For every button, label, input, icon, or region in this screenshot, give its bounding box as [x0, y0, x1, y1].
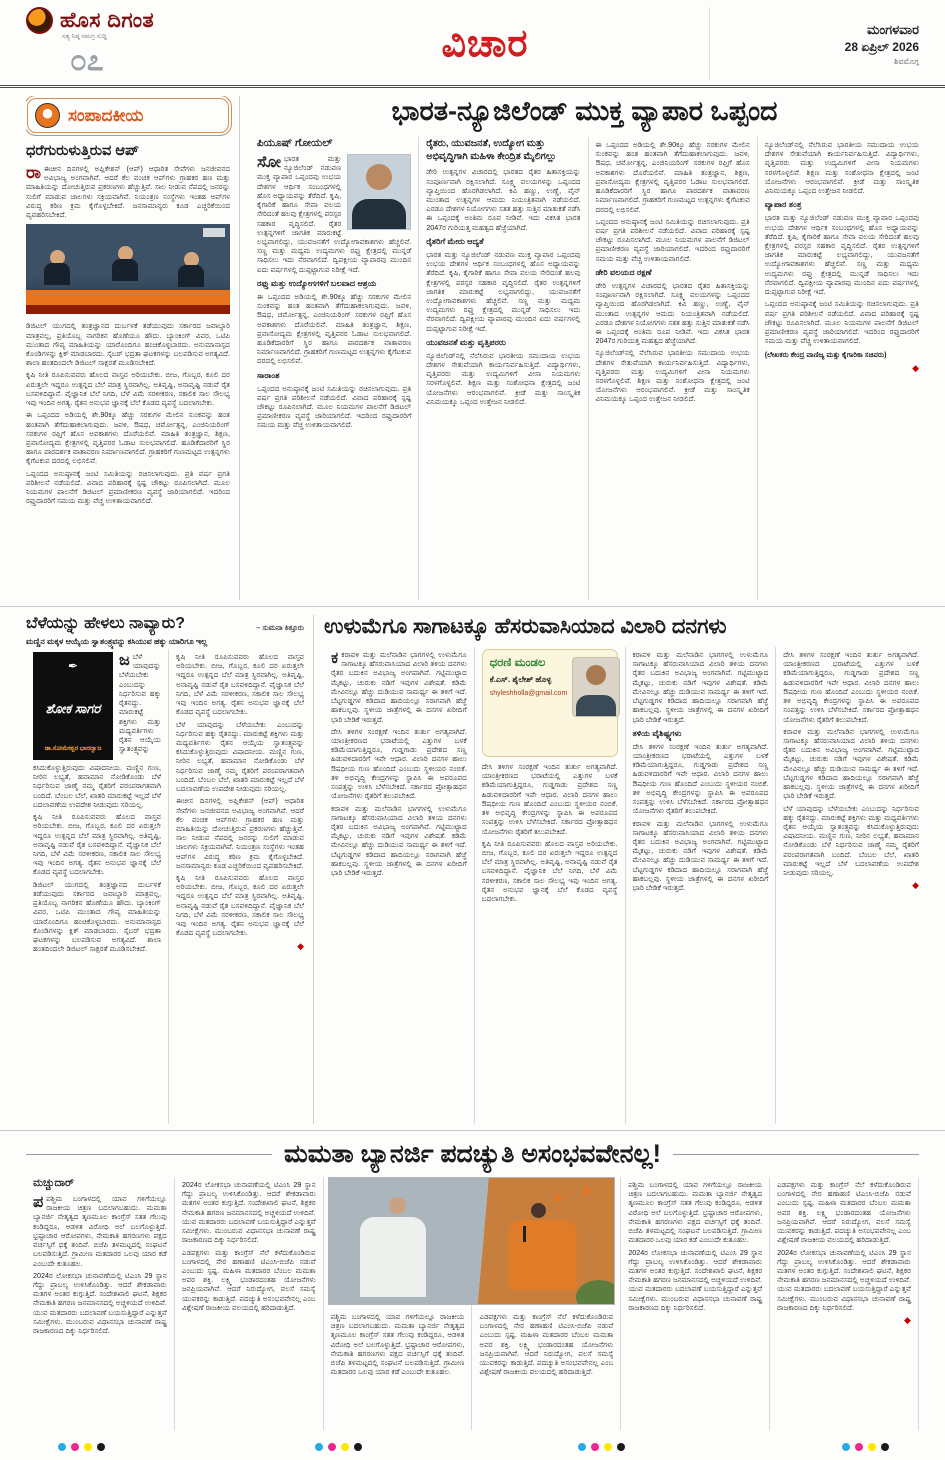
editorial-photo: [26, 224, 230, 314]
author-photo: [347, 154, 411, 230]
article-column: [419, 137, 588, 600]
newspaper-logo-icon: [26, 7, 53, 34]
panelist-figure: [44, 263, 70, 285]
article-paragraph: 2024ರ ಲೋಕಸಭಾ ಚುನಾವಣೆಯಲ್ಲಿ ಟಿಎಂಸಿ 29 ಸ್ಥಾನ ಗೆದ್ದು ಪ್ರಾಬಲ್ಯ ಉಳಿಸಿಕೊಂಡಿತ್ತು. ಆದರೆ ಶೇಕಡಾವಾರು ಮತಗಳ ಅಂತರ ಕುಗ್ಗುತ್ತಿದೆ. ಸಂದೇಶಖಾಲಿ ಘಟನೆ, ಶಿಕ್ಷಕರ ನೇಮಕಾತಿ ಹಗರಣ ಜನಮಾನಸದಲ್ಲಿ ಅಚ್ಚಳಿಯದೆ ಉಳಿದಿವೆ. ಯುವ ಮತದಾರರು ಬದಲಾವಣೆ ಬಯಸುತ್ತಿದ್ದಾರೆ ಎನ್ನುತ್ತವೆ ಸಮೀಕ್ಷೆಗಳು. ಮುಂಬರುವ ವಿಧಾನಸಭಾ ಚುನಾವಣೆ ರಾಷ್ಟ್ರ ರಾಜಕಾರಣದ ದಿಕ್ಕು ನಿರ್ಧರಿಸಲಿದೆ.: [181, 1180, 316, 1245]
article-paragraph: ಕರಾವಳಿ ಮತ್ತು ಮಲೆನಾಡಿನ ಭಾಗಗಳಲ್ಲಿ ಉಳುಮೆಗೂ ಸಾಗಾಟಕ್ಕೂ ಹೆಸರುವಾಸಿಯಾದ ವಿಲಾರಿ ತಳಿಯ ದನಗಳು ರೈತರ ಬದುಕಿನ ಅವಿಭಾಜ್ಯ ಅಂಗವಾಗಿವೆ. ಗಟ್ಟಿಮುಟ್ಟಾದ ಮೈಕಟ್ಟು, ಚುರುಕು ನಡಿಗೆ ಇವುಗಳ ವಿಶೇಷತೆ. ಕಡಿಮೆ ಮೇವಿನಲ್ಲೂ ಹೆಚ್ಚು ದುಡಿಯುವ ಸಾಮರ್ಥ್ಯ ಈ ತಳಿಗೆ ಇದೆ. ಬೆಟ್ಟಗುಡ್ಡಗಳ ಕಡಿದಾದ ಹಾದಿಯಲ್ಲೂ ಸರಾಗವಾಗಿ ಹೆಜ್ಜೆ ಹಾಕಬಲ್ಲವು. ಸ್ಥಳೀಯ ಜಾತ್ರೆಗಳಲ್ಲಿ ಈ ದನಗಳ ಖರೀದಿಗೆ ಭಾರಿ ಬೇಡಿಕೆ ಇರುತ್ತದೆ.: [331, 803, 467, 878]
cmyk-dots: [842, 1443, 889, 1451]
article-paragraph: ಜಬೆಳೆ ಯಾವುದನ್ನು ಬೆಳೆಯಬೇಕು ಎಂಬುದನ್ನು ನಿರ್ಧರಿಸುವ ಹಕ್ಕು ರೈತನದ್ದು. ಮಾರುಕಟ್ಟೆ ಶಕ್ತಿಗಳು ಮತ್ತು ಮಧ್ಯವರ್ತಿಗಳು ರೈತನ ಆಯ್ಕೆಯ ಸ್ವಾತಂತ್ರ್ಯವನ್ನು ಕಸಿದುಕೊಳ್ಳುತ್ತಿರುವುದು ವಿಷಾದನೀಯ. ಮಣ್ಣಿನ ಗುಣ, ನೀರಿನ ಲಭ್ಯತೆ, ಹವಾಮಾನ ನೋಡಿಕೊಂಡು ಬೆಳೆ ನಿರ್ಧರಿಸುವ ಜಾಣ್ಮೆ ನಮ್ಮ ರೈತರಿಗೆ ಪರಂಪರಾಗತವಾಗಿ ಬಂದಿದೆ. ಬೆಂಬಲ ಬೆಲೆ, ಖಾತರಿ ಮಾರುಕಟ್ಟೆ ಇಲ್ಲದೆ ಬೆಳೆ ಬದಲಾವಣೆಯ ಉಪದೇಶ ನೀಡುವುದು ಸರಿಯಲ್ಲ.: [33, 652, 161, 809]
article-paragraph: ಒಪ್ಪಂದದ ಅನುಷ್ಠಾನಕ್ಕೆ ಜಂಟಿ ಸಮಿತಿಯನ್ನು ರಚಿಸಲಾಗುವುದು. ಪ್ರತಿ ವರ್ಷ ಪ್ರಗತಿ ಪರಿಶೀಲನೆ ನಡೆಯಲಿದೆ. ವಿವಾದ ಪರಿಹಾರಕ್ಕೆ ಸ್ಪಷ್ಟ ಚೌಕಟ್ಟು ರೂಪಿಸಲಾಗಿದೆ. ಮೂಲ ನಿಯಮಗಳ ಪಾಲನೆಗೆ ಡಿಜಿಟಲ್ ಪ್ರಮಾಣೀಕರಣ ವ್ಯವಸ್ಥೆ ಜಾರಿಯಾಗಲಿದೆ. ಇದರಿಂದ ರಫ್ತುದಾರರಿಗೆ ಸಮಯ ಮತ್ತು ವೆಚ್ಚ ಉಳಿತಾಯವಾಗಲಿದೆ.: [257, 383, 412, 430]
black-dot: [617, 1443, 625, 1451]
article-paragraph: ಬೆಳೆ ಯಾವುದನ್ನು ಬೆಳೆಯಬೇಕು ಎಂಬುದನ್ನು ನಿರ್ಧರಿಸುವ ಹಕ್ಕು ರೈತನದ್ದು. ಮಾರುಕಟ್ಟೆ ಶಕ್ತಿಗಳು ಮತ್ತು ಮಧ್ಯವರ್ತಿಗಳು ರೈತನ ಆಯ್ಕೆಯ ಸ್ವಾತಂತ್ರ್ಯವನ್ನು ಕಸಿದುಕೊಳ್ಳುತ್ತಿರುವುದು ವಿಷಾದನೀಯ. ಮಣ್ಣಿನ ಗುಣ, ನೀರಿನ ಲಭ್ಯತೆ, ಹವಾಮಾನ ನೋಡಿಕೊಂಡು ಬೆಳೆ ನಿರ್ಧರಿಸುವ ಜಾಣ್ಮೆ ನಮ್ಮ ರೈತರಿಗೆ ಪರಂಪರಾಗತವಾಗಿ ಬಂದಿದೆ. ಬೆಂಬಲ ಬೆಲೆ, ಖಾತರಿ ಮಾರುಕಟ್ಟೆ ಇಲ್ಲದೆ ಬೆಳೆ ಬದಲಾವಣೆಯ ಉಪದೇಶ ನೀಡುವುದು ಸರಿಯಲ್ಲ.: [176, 719, 304, 794]
article-column: [26, 649, 169, 1124]
yellow-dot: [341, 1443, 349, 1451]
magenta-dot: [71, 1443, 79, 1451]
article-end-mark: ◆: [912, 880, 919, 891]
crop-article-columns: [26, 649, 304, 1124]
article-paragraph: ಎಡಪಕ್ಷಗಳು ಮತ್ತು ಕಾಂಗ್ರೆಸ್ ನೆಲೆ ಕಳೆದುಕೊಂಡಿರುವ ಬಂಗಾಳದಲ್ಲಿ ನೇರ ಹಣಾಹಣಿ ಟಿಎಂಸಿ-ಬಿಜೆಪಿ ನಡುವೆ ಎಂಬುದು ಸ್ಪಷ್ಟ. ಮಹಿಳಾ ಮತದಾರರ ಬೆಂಬಲ ಮಮತಾ ಅವರ ಶಕ್ತಿ. ಲಕ್ಷ್ಮಿ ಭಂಡಾರದಂತಹ ಯೋಜನೆಗಳು ಜನಪ್ರಿಯವಾಗಿವೆ. ಆದರೆ ನಿರುದ್ಯೋಗ, ವಲಸೆ ಸಮಸ್ಯೆ ಯುವಕರನ್ನು ಕಾಡುತ್ತಿದೆ. ಪದಚ್ಯುತಿ ಅಸಂಭವವೇನಲ್ಲ ಎಂಬ ವಿಶ್ಲೇಷಣೆ ರಾಜಕೀಯ ವಲಯದಲ್ಲಿ ಹರಿದಾಡುತ್ತಿದೆ.: [181, 1247, 316, 1312]
article-paragraph: ಪಶ್ಚಿಮ ಬಂಗಾಳದಲ್ಲಿ ಯಾವ ಗಳಿಗೆಯಲ್ಲೂ ರಾಜಕೀಯ ಚಿತ್ರಣ ಬದಲಾಗಬಹುದು. ಮಮತಾ ಬ್ಯಾನರ್ಜಿ ನೇತೃತ್ವದ ತೃಣಮೂಲ ಕಾಂಗ್ರೆಸ್ ಸತತ ಗೆಲುವು ಕಂಡಿದ್ದರೂ, ಆಡಳಿತ ವಿರೋಧಿ ಅಲೆ ಬಲಗೊಳ್ಳುತ್ತಿದೆ. ಭ್ರಷ್ಟಾಚಾರ ಆರೋಪಗಳು, ನೇಮಕಾತಿ ಹಗರಣಗಳು ಪಕ್ಷದ ವರ್ಚಸ್ಸಿಗೆ ಧಕ್ಕೆ ತಂದಿವೆ. ಬಿಜೆಪಿ ತಳಮಟ್ಟದಲ್ಲಿ ಸಂಘಟನೆ ಬಲಪಡಿಸುತ್ತಿದೆ. ಗ್ರಾಮೀಣ ಮತದಾರರ ಒಲವು ಯಾರ ಕಡೆ ಎಂಬುದೇ ಕುತೂಹಲ.: [330, 1312, 465, 1377]
author-figure: [366, 164, 392, 190]
article-column: [169, 649, 304, 1124]
news-ticker-band: [26, 290, 230, 305]
section-title: ವಿಚಾರ: [441, 22, 529, 65]
drop-cap: ಕ: [331, 650, 339, 667]
article-paragraph: ಡೇರಿ ಉತ್ಪನ್ನಗಳ ವಿಚಾರದಲ್ಲಿ ಭಾರತದ ರೈತರ ಹಿತಾಸಕ್ತಿಯನ್ನು ಸಂಪೂರ್ಣವಾಗಿ ರಕ್ಷಿಸಲಾಗಿದೆ. ಸೂಕ್ಷ್ಮ ವಲಯಗಳನ್ನು ಒಪ್ಪಂದದ ವ್ಯಾಪ್ತಿಯಿಂದ ಹೊರಗಿಡಲಾಗಿದೆ. ಕಿವಿ ಹಣ್ಣು, ಉಣ್ಣೆ, ವೈನ್ ಮುಂತಾದ ಉತ್ಪನ್ನಗಳ ಆಮದು ನಿಯಂತ್ರಿತವಾಗಿ ನಡೆಯಲಿದೆ. ಎರಡೂ ದೇಶಗಳ ನಿಯೋಗಗಳು ಸತತ ಹತ್ತು ಸುತ್ತಿನ ಮಾತುಕತೆ ನಡೆಸಿ ಈ ಒಪ್ಪಂದಕ್ಕೆ ಅಂತಿಮ ರೂಪ ನೀಡಿವೆ. ಇದು ವಿಕಸಿತ ಭಾರತ 2047ರ ಗುರಿಯತ್ತ ಮಹತ್ವದ ಹೆಜ್ಜೆಯಾಗಿದೆ.: [426, 167, 581, 232]
article-paragraph: ಈ ಒಪ್ಪಂದದ ಅಡಿಯಲ್ಲಿ ಶೇ.90ಕ್ಕೂ ಹೆಚ್ಚು ಸರಕುಗಳ ಮೇಲಿನ ಸುಂಕವನ್ನು ಹಂತ ಹಂತವಾಗಿ ತೆಗೆದುಹಾಕಲಾಗುವುದು. ಜವಳಿ, ಔಷಧ, ಚರ್ಮೋತ್ಪನ್ನ, ಎಂಜಿನಿಯರಿಂಗ್ ಸರಕುಗಳ ರಫ್ತಿಗೆ ಹೊಸ ಅವಕಾಶಗಳು ದೊರೆಯಲಿವೆ. ಮಾಹಿತಿ ತಂತ್ರಜ್ಞಾನ, ಶಿಕ್ಷಣ, ಪ್ರವಾಸೋದ್ಯಮ ಕ್ಷೇತ್ರಗಳಲ್ಲಿ ವೃತ್ತಿಪರರ ಓಡಾಟ ಸುಲಭವಾಗಲಿದೆ. ಹೂಡಿಕೆದಾರರಿಗೆ ಸ್ಥಿರ ಹಾಗೂ ಪಾರದರ್ಶಕ ವಾತಾವರಣ ನಿರ್ಮಾಣವಾಗಲಿದೆ. ಗ್ರಾಹಕರಿಗೆ ಗುಣಮಟ್ಟದ ಉತ್ಪನ್ನಗಳು ಕೈಗೆಟಕುವ ದರದಲ್ಲಿ ಲಭಿಸಲಿವೆ.: [257, 291, 412, 366]
author-credit: (ಲೇಖಕರು ಕೇಂದ್ರ ವಾಣಿಜ್ಯ ಮತ್ತು ಕೈಗಾರಿಕಾ ಸಚಿವರು): [764, 350, 887, 360]
cyan-dot: [578, 1443, 586, 1451]
mamata-article-headline: ಮಮತಾ ಬ್ಯಾನರ್ಜಿ ಪದಚ್ಯುತಿ ಅಸಂಭವವೇನಲ್ಲ!: [284, 1140, 661, 1168]
cyan-dot: [58, 1443, 66, 1451]
article-paragraph: ಎಡಪಕ್ಷಗಳು ಮತ್ತು ಕಾಂಗ್ರೆಸ್ ನೆಲೆ ಕಳೆದುಕೊಂಡಿರುವ ಬಂಗಾಳದಲ್ಲಿ ನೇರ ಹಣಾಹಣಿ ಟಿಎಂಸಿ-ಬಿಜೆಪಿ ನಡುವೆ ಎಂಬುದು ಸ್ಪಷ್ಟ. ಮಹಿಳಾ ಮತದಾರರ ಬೆಂಬಲ ಮಮತಾ ಅವರ ಶಕ್ತಿ. ಲಕ್ಷ್ಮಿ ಭಂಡಾರದಂತಹ ಯೋಜನೆಗಳು ಜನಪ್ರಿಯವಾಗಿವೆ. ಆದರೆ ನಿರುದ್ಯೋಗ, ವಲಸೆ ಸಮಸ್ಯೆ ಯುವಕರನ್ನು ಕಾಡುತ್ತಿದೆ. ಪದಚ್ಯುತಿ ಅಸಂಭವವೇನಲ್ಲ ಎಂಬ ವಿಶ್ಲೇಷಣೆ ರಾಜಕೀಯ ವಲಯದಲ್ಲಿ ಹರಿದಾಡುತ್ತಿದೆ.: [777, 1180, 911, 1245]
bjp-flag-icon: [584, 1186, 592, 1196]
speaker-figure: [531, 1203, 546, 1218]
cmyk-dots: [58, 1443, 105, 1451]
article-paragraph: ದೇಸಿ ತಳಿಗಳ ಸಂರಕ್ಷಣೆ ಇಂದಿನ ತುರ್ತು ಅಗತ್ಯವಾಗಿದೆ. ಯಾಂತ್ರೀಕರಣದ ಭರಾಟೆಯಲ್ಲಿ ಎತ್ತುಗಳ ಬಳಕೆ ಕಡಿಮೆಯಾಗುತ್ತಿದ್ದರೂ, ಗುಡ್ಡಗಾಡು ಪ್ರದೇಶದ ಸಣ್ಣ ಹಿಡುವಳಿದಾರರಿಗೆ ಇವೇ ಆಧಾರ. ವಿಲಾರಿ ದನಗಳ ಹಾಲು ಔಷಧೀಯ ಗುಣ ಹೊಂದಿದೆ ಎಂಬುದು ಸ್ಥಳೀಯರ ನಂಬಿಕೆ. ತಳಿ ಅಭಿವೃದ್ಧಿ ಕೇಂದ್ರಗಳನ್ನು ಸ್ಥಾಪಿಸಿ ಈ ಅಪರೂಪದ ಸಂಪತ್ತನ್ನು ಉಳಿಸಿ ಬೆಳೆಸಬೇಕಿದೆ. ಸರ್ಕಾರದ ಪ್ರೋತ್ಸಾಹಧನ ಯೋಜನೆಗಳು ರೈತರಿಗೆ ತಲುಪಬೇಕಿದೆ.: [783, 650, 919, 724]
article-end-mark: ◆: [912, 363, 919, 374]
column-name: ಧರಣಿ ಮಂಡಲ: [489, 657, 546, 669]
article-paragraph: 2024ರ ಲೋಕಸಭಾ ಚುನಾವಣೆಯಲ್ಲಿ ಟಿಎಂಸಿ 29 ಸ್ಥಾನ ಗೆದ್ದು ಪ್ರಾಬಲ್ಯ ಉಳಿಸಿಕೊಂಡಿತ್ತು. ಆದರೆ ಶೇಕಡಾವಾರು ಮತಗಳ ಅಂತರ ಕುಗ್ಗುತ್ತಿದೆ. ಸಂದೇಶಖಾಲಿ ಘಟನೆ, ಶಿಕ್ಷಕರ ನೇಮಕಾತಿ ಹಗರಣ ಜನಮಾನಸದಲ್ಲಿ ಅಚ್ಚಳಿಯದೆ ಉಳಿದಿವೆ. ಯುವ ಮತದಾರರು ಬದಲಾವಣೆ ಬಯಸುತ್ತಿದ್ದಾರೆ ಎನ್ನುತ್ತವೆ ಸಮೀಕ್ಷೆಗಳು. ಮುಂಬರುವ ವಿಧಾನಸಭಾ ಚುನಾವಣೆ ರಾಷ್ಟ್ರ ರಾಜಕಾರಣದ ದಿಕ್ಕು ನಿರ್ಧರಿಸಲಿದೆ.: [628, 1247, 763, 1312]
foliage-shape: [576, 1280, 615, 1305]
article-paragraph: ಈಚೀನ ದಿನಗಳಲ್ಲಿ ಅಪ್ಲಿಕೇಶನ್ (ಆಪ್) ಆಧಾರಿತ ಸೇವೆಗಳು ಜನಜೀವನದ ಅವಿಭಾಜ್ಯ ಅಂಗವಾಗಿವೆ. ಆದರೆ ಕೆಲ ವಂಚಕ ಆಪ್‌ಗಳು ಗ್ರಾಹಕರ ಹಣ ಮತ್ತು ಮಾಹಿತಿಯನ್ನು ದೋಚುತ್ತಿರುವ ಪ್ರಕರಣಗಳು ಹೆಚ್ಚುತ್ತಿವೆ. ಸಾಲ ನೀಡುವ ನೆಪದಲ್ಲಿ ಜನರನ್ನು ಸುಲಿಗೆ ಮಾಡುವ ಜಾಲಗಳು ಸಕ್ರಿಯವಾಗಿವೆ. ನಿಯಂತ್ರಣ ಸಂಸ್ಥೆಗಳು ಇಂತಹ ಆಪ್‌ಗಳ ವಿರುದ್ಧ ಕಠಿಣ ಕ್ರಮ ಕೈಗೊಳ್ಳಬೇಕಿದೆ. ಜನಸಾಮಾನ್ಯರು ಕೂಡ ಎಚ್ಚರಿಕೆಯಿಂದ ವ್ಯವಹರಿಸಬೇಕಿದೆ.: [176, 796, 304, 870]
columnist-card: [482, 649, 618, 757]
article-paragraph: ನ್ಯೂಜಿಲೆಂಡ್‌ನಲ್ಲಿ ನೆಲೆಸಿರುವ ಭಾರತೀಯ ಸಮುದಾಯ ಉಭಯ ದೇಶಗಳ ಸೇತುವೆಯಾಗಿ ಕಾರ್ಯನಿರ್ವಹಿಸುತ್ತಿದೆ. ವಿದ್ಯಾರ್ಥಿಗಳು, ವೃತ್ತಿಪರರು ಮತ್ತು ಉದ್ಯಮಿಗಳಿಗೆ ವೀಸಾ ನಿಯಮಗಳು ಸರಳಗೊಳ್ಳಲಿವೆ. ಶಿಕ್ಷಣ ಮತ್ತು ಸಂಶೋಧನಾ ಕ್ಷೇತ್ರದಲ್ಲಿ ಜಂಟಿ ಯೋಜನೆಗಳು ಆರಂಭವಾಗಲಿವೆ. ಕ್ರೀಡೆ ಮತ್ತು ಸಾಂಸ್ಕೃತಿಕ ವಿನಿಮಯಕ್ಕೂ ಒಪ್ಪಂದ ಉತ್ತೇಜನ ನೀಡಲಿದೆ.: [595, 348, 750, 404]
article-paragraph: ಡಿಜಿಟಲ್ ಯುಗದಲ್ಲಿ ತಂತ್ರಜ್ಞಾನದ ದುರ್ಬಳಕೆ ತಡೆಯುವುದು ಸರ್ಕಾರದ ಜವಾಬ್ದಾರಿ ಮಾತ್ರವಲ್ಲ, ಪ್ರತಿಯೊಬ್ಬ ನಾಗರಿಕನ ಹೊಣೆಯೂ ಹೌದು. ಬ್ಯಾಂಕಿಂಗ್ ವಿವರ, ಒಟಿಪಿ ಮುಂತಾದ ಗೌಪ್ಯ ಮಾಹಿತಿಯನ್ನು ಯಾರೊಂದಿಗೂ ಹಂಚಿಕೊಳ್ಳಬಾರದು. ಅನುಮಾನಾಸ್ಪದ ಕೊಂಡಿಗಳನ್ನು ಕ್ಲಿಕ್ ಮಾಡಬಾರದು. ಸೈಬರ್ ಭದ್ರತಾ ಘಟಕಗಳನ್ನು ಬಲಪಡಿಸುವ ಅಗತ್ಯವಿದೆ. ಶಾಲಾ ಹಂತದಿಂದಲೇ ಡಿಜಿಟಲ್ ಸಾಕ್ಷರತೆ ಮೂಡಿಸಬೇಕಿದೆ.: [33, 879, 161, 954]
article-paragraph: ಸೋಭಾರತ ಮತ್ತು ನ್ಯೂಜಿಲೆಂಡ್ ನಡುವಣ ಮುಕ್ತ ವ್ಯಾಪಾರ ಒಪ್ಪಂದವು ಉಭಯ ದೇಶಗಳ ಆರ್ಥಿಕ ಸಂಬಂಧಗಳಲ್ಲಿ ಹೊಸ ಅಧ್ಯಾಯವನ್ನು ತೆರೆದಿದೆ. ಕೃಷಿ, ಕೈಗಾರಿಕೆ ಹಾಗೂ ಸೇವಾ ವಲಯ ಸೇರಿದಂತೆ ಹಲವು ಕ್ಷೇತ್ರಗಳಲ್ಲಿ ಪರಸ್ಪರ ಸಹಕಾರ ವೃದ್ಧಿಸಲಿದೆ. ರೈತರ ಉತ್ಪನ್ನಗಳಿಗೆ ಜಾಗತಿಕ ಮಾರುಕಟ್ಟೆ ಲಭ್ಯವಾಗಲಿದ್ದು, ಯುವಜನತೆಗೆ ಉದ್ಯೋಗಾವಕಾಶಗಳು ಹೆಚ್ಚಲಿವೆ. ಸಣ್ಣ ಮತ್ತು ಮಧ್ಯಮ ಉದ್ಯಮಗಳು ರಫ್ತು ಕ್ಷೇತ್ರದಲ್ಲಿ ಮುನ್ನಡೆ ಸಾಧಿಸಲು ಇದು ನೆರವಾಗಲಿದೆ. ದ್ವಿಪಕ್ಷೀಯ ವ್ಯಾಪಾರವು ಮುಂದಿನ ಐದು ವರ್ಷಗಳಲ್ಲಿ ದುಪ್ಪಟ್ಟಾಗುವ ನಿರೀಕ್ಷೆ ಇದೆ.: [257, 154, 412, 274]
author-figure: [352, 199, 406, 230]
article-paragraph: ಒಪ್ಪಂದದ ಅನುಷ್ಠಾನಕ್ಕೆ ಜಂಟಿ ಸಮಿತಿಯನ್ನು ರಚಿಸಲಾಗುವುದು. ಪ್ರತಿ ವರ್ಷ ಪ್ರಗತಿ ಪರಿಶೀಲನೆ ನಡೆಯಲಿದೆ. ವಿವಾದ ಪರಿಹಾರಕ್ಕೆ ಸ್ಪಷ್ಟ ಚೌಕಟ್ಟು ರೂಪಿಸಲಾಗಿದೆ. ಮೂಲ ನಿಯಮಗಳ ಪಾಲನೆಗೆ ಡಿಜಿಟಲ್ ಪ್ರಮಾಣೀಕರಣ ವ್ಯವಸ್ಥೆ ಜಾರಿಯಾಗಲಿದೆ. ಇದರಿಂದ ರಫ್ತುದಾರರಿಗೆ ಸಮಯ ಮತ್ತು ವೆಚ್ಚ ಉಳಿತಾಯವಾಗಲಿದೆ.: [595, 216, 750, 263]
columnist-figure: [586, 665, 606, 685]
quill-icon: ✒: [67, 659, 79, 673]
article-subhead: ಯುವಜನತೆ ಮತ್ತು ವೃತ್ತಿಪರರು: [426, 337, 506, 347]
article-column: [250, 137, 419, 600]
editorial-paragraph: ಒಪ್ಪಂದದ ಅನುಷ್ಠಾನಕ್ಕೆ ಜಂಟಿ ಸಮಿತಿಯನ್ನು ರಚಿಸಲಾಗುವುದು. ಪ್ರತಿ ವರ್ಷ ಪ್ರಗತಿ ಪರಿಶೀಲನೆ ನಡೆಯಲಿದೆ. ವಿವಾದ ಪರಿಹಾರಕ್ಕೆ ಸ್ಪಷ್ಟ ಚೌಕಟ್ಟು ರೂಪಿಸಲಾಗಿದೆ. ಮೂಲ ನಿಯಮಗಳ ಪಾಲನೆಗೆ ಡಿಜಿಟಲ್ ಪ್ರಮಾಣೀಕರಣ ವ್ಯವಸ್ಥೆ ಜಾರಿಯಾಗಲಿದೆ. ಇದರಿಂದ ರಫ್ತುದಾರರಿಗೆ ಸಮಯ ಮತ್ತು ವೆಚ್ಚ ಉಳಿತಾಯವಾಗಲಿದೆ.: [26, 468, 230, 506]
editorial-label: ಸಂಪಾದಕೀಯ: [68, 105, 144, 125]
article-paragraph: 2024ರ ಲೋಕಸಭಾ ಚುನಾವಣೆಯಲ್ಲಿ ಟಿಎಂಸಿ 29 ಸ್ಥಾನ ಗೆದ್ದು ಪ್ರಾಬಲ್ಯ ಉಳಿಸಿಕೊಂಡಿತ್ತು. ಆದರೆ ಶೇಕಡಾವಾರು ಮತಗಳ ಅಂತರ ಕುಗ್ಗುತ್ತಿದೆ. ಸಂದೇಶಖಾಲಿ ಘಟನೆ, ಶಿಕ್ಷಕರ ನೇಮಕಾತಿ ಹಗರಣ ಜನಮಾನಸದಲ್ಲಿ ಅಚ್ಚಳಿಯದೆ ಉಳಿದಿವೆ. ಯುವ ಮತದಾರರು ಬದಲಾವಣೆ ಬಯಸುತ್ತಿದ್ದಾರೆ ಎನ್ನುತ್ತವೆ ಸಮೀಕ್ಷೆಗಳು. ಮುಂಬರುವ ವಿಧಾನಸಭಾ ಚುನಾವಣೆ ರಾಷ್ಟ್ರ ರಾಜಕಾರಣದ ದಿಕ್ಕು ನಿರ್ಧರಿಸಲಿದೆ.: [777, 1247, 911, 1312]
article-column: [621, 1177, 770, 1430]
article-paragraph: ಕಕರಾವಳಿ ಮತ್ತು ಮಲೆನಾಡಿನ ಭಾಗಗಳಲ್ಲಿ ಉಳುಮೆಗೂ ಸಾಗಾಟಕ್ಕೂ ಹೆಸರುವಾಸಿಯಾದ ವಿಲಾರಿ ತಳಿಯ ದನಗಳು ರೈತರ ಬದುಕಿನ ಅವಿಭಾಜ್ಯ ಅಂಗವಾಗಿವೆ. ಗಟ್ಟಿಮುಟ್ಟಾದ ಮೈಕಟ್ಟು, ಚುರುಕು ನಡಿಗೆ ಇವುಗಳ ವಿಶೇಷತೆ. ಕಡಿಮೆ ಮೇವಿನಲ್ಲೂ ಹೆಚ್ಚು ದುಡಿಯುವ ಸಾಮರ್ಥ್ಯ ಈ ತಳಿಗೆ ಇದೆ. ಬೆಟ್ಟಗುಡ್ಡಗಳ ಕಡಿದಾದ ಹಾದಿಯಲ್ಲೂ ಸರಾಗವಾಗಿ ಹೆಜ್ಜೆ ಹಾಕಬಲ್ಲವು. ಸ್ಥಳೀಯ ಜಾತ್ರೆಗಳಲ್ಲಿ ಈ ದನಗಳ ಖರೀದಿಗೆ ಭಾರಿ ಬೇಡಿಕೆ ಇರುತ್ತದೆ.: [331, 650, 467, 724]
article-paragraph: ಕೃಷಿ ನೀತಿ ರೂಪಿಸುವವರು ಹೊಲದ ವಾಸ್ತವ ಅರಿಯಬೇಕು. ಬೀಜ, ಗೊಬ್ಬರ, ಕೂಲಿ ದರ ಏರುತ್ತಲೇ ಇದ್ದರೂ ಉತ್ಪನ್ನದ ಬೆಲೆ ಮಾತ್ರ ಸ್ಥಿರವಾಗಿಲ್ಲ. ಅತಿವೃಷ್ಟಿ, ಅನಾವೃಷ್ಟಿ ನಡುವೆ ರೈತ ಬಸವಳಿದಿದ್ದಾನೆ. ವೈಜ್ಞಾನಿಕ ಬೆಲೆ ನಿಗದಿ, ಬೆಳೆ ವಿಮೆ ಸರಳೀಕರಣ, ಸಕಾಲಿಕ ಸಾಲ ಸೌಲಭ್ಯ ಇವು ಇಂದಿನ ಅಗತ್ಯ. ರೈತನ ಅನುಭವ ಜ್ಞಾನಕ್ಕೆ ಬೆಲೆ ಕೊಡದ ವ್ಯವಸ್ಥೆ ಬದಲಾಗಬೇಕು.: [481, 838, 618, 904]
article-column: [626, 647, 777, 1124]
registration-marks: [0, 1443, 945, 1453]
columnist-email: shyleshholla@gmail.com: [489, 690, 568, 697]
columnist-photo: [572, 657, 620, 717]
article-paragraph: ಬೆಳೆ ಯಾವುದನ್ನು ಬೆಳೆಯಬೇಕು ಎಂಬುದನ್ನು ನಿರ್ಧರಿಸುವ ಹಕ್ಕು ರೈತನದ್ದು. ಮಾರುಕಟ್ಟೆ ಶಕ್ತಿಗಳು ಮತ್ತು ಮಧ್ಯವರ್ತಿಗಳು ರೈತನ ಆಯ್ಕೆಯ ಸ್ವಾತಂತ್ರ್ಯವನ್ನು ಕಸಿದುಕೊಳ್ಳುತ್ತಿರುವುದು ವಿಷಾದನೀಯ. ಮಣ್ಣಿನ ಗುಣ, ನೀರಿನ ಲಭ್ಯತೆ, ಹವಾಮಾನ ನೋಡಿಕೊಂಡು ಬೆಳೆ ನಿರ್ಧರಿಸುವ ಜಾಣ್ಮೆ ನಮ್ಮ ರೈತರಿಗೆ ಪರಂಪರಾಗತವಾಗಿ ಬಂದಿದೆ. ಬೆಂಬಲ ಬೆಲೆ, ಖಾತರಿ ಮಾರುಕಟ್ಟೆ ಇಲ್ಲದೆ ಬೆಳೆ ಬದಲಾವಣೆಯ ಉಪದೇಶ ನೀಡುವುದು ಸರಿಯಲ್ಲ.: [783, 803, 919, 878]
article-standfirst: ರೈತರು, ಯುವಜನತೆ, ಉದ್ಯೋಗ ಮತ್ತು ಅಭಿವೃದ್ಧಿಗಾಗಿ ಮಹಿಳಾ ಕೇಂದ್ರಿತ ಮೈಲಿಗಲ್ಲು: [426, 138, 557, 162]
editorial-headline: ಧರೆಗುರುಳುತ್ತಿರುವ ಆಪ್: [26, 143, 139, 159]
article-end-mark: ◆: [297, 940, 304, 951]
cyan-dot: [842, 1443, 850, 1451]
panelist-figure: [112, 259, 138, 281]
article-paragraph: ದೇಸಿ ತಳಿಗಳ ಸಂರಕ್ಷಣೆ ಇಂದಿನ ತುರ್ತು ಅಗತ್ಯವಾಗಿದೆ. ಯಾಂತ್ರೀಕರಣದ ಭರಾಟೆಯಲ್ಲಿ ಎತ್ತುಗಳ ಬಳಕೆ ಕಡಿಮೆಯಾಗುತ್ತಿದ್ದರೂ, ಗುಡ್ಡಗಾಡು ಪ್ರದೇಶದ ಸಣ್ಣ ಹಿಡುವಳಿದಾರರಿಗೆ ಇವೇ ಆಧಾರ. ವಿಲಾರಿ ದನಗಳ ಹಾಲು ಔಷಧೀಯ ಗುಣ ಹೊಂದಿದೆ ಎಂಬುದು ಸ್ಥಳೀಯರ ನಂಬಿಕೆ. ತಳಿ ಅಭಿವೃದ್ಧಿ ಕೇಂದ್ರಗಳನ್ನು ಸ್ಥಾಪಿಸಿ ಈ ಅಪರೂಪದ ಸಂಪತ್ತನ್ನು ಉಳಿಸಿ ಬೆಳೆಸಬೇಕಿದೆ. ಸರ್ಕಾರದ ಪ್ರೋತ್ಸಾಹಧನ ಯೋಜನೆಗಳು ರೈತರಿಗೆ ತಲುಪಬೇಕಿದೆ.: [481, 762, 618, 836]
article-column: [770, 1177, 919, 1430]
editorial-logo-icon: [35, 103, 60, 128]
magenta-dot: [855, 1443, 863, 1451]
article-subhead: ವ್ಯಾಪಾರ ತಂತ್ರ: [764, 200, 802, 210]
editorial-column: [26, 96, 240, 600]
author-byline: ಪಿಯೂಷ್ ಗೋಯಲ್: [257, 137, 333, 149]
news-ticker-band: [26, 305, 230, 314]
article-paragraph: ದೇಸಿ ತಳಿಗಳ ಸಂರಕ್ಷಣೆ ಇಂದಿನ ತುರ್ತು ಅಗತ್ಯವಾಗಿದೆ. ಯಾಂತ್ರೀಕರಣದ ಭರಾಟೆಯಲ್ಲಿ ಎತ್ತುಗಳ ಬಳಕೆ ಕಡಿಮೆಯಾಗುತ್ತಿದ್ದರೂ, ಗುಡ್ಡಗಾಡು ಪ್ರದೇಶದ ಸಣ್ಣ ಹಿಡುವಳಿದಾರರಿಗೆ ಇವೇ ಆಧಾರ. ವಿಲಾರಿ ದನಗಳ ಹಾಲು ಔಷಧೀಯ ಗುಣ ಹೊಂದಿದೆ ಎಂಬುದು ಸ್ಥಳೀಯರ ನಂಬಿಕೆ. ತಳಿ ಅಭಿವೃದ್ಧಿ ಕೇಂದ್ರಗಳನ್ನು ಸ್ಥಾಪಿಸಿ ಈ ಅಪರೂಪದ ಸಂಪತ್ತನ್ನು ಉಳಿಸಿ ಬೆಳೆಸಬೇಕಿದೆ. ಸರ್ಕಾರದ ಪ್ರೋತ್ಸಾಹಧನ ಯೋಜನೆಗಳು ರೈತರಿಗೆ ತಲುಪಬೇಕಿದೆ.: [331, 726, 467, 801]
article-subhead: ರೈತರಿಗೆ ಮೇರು ಆದ್ಯತೆ: [426, 236, 484, 246]
article-column: [776, 647, 919, 1124]
article-paragraph: ಪಪಶ್ಚಿಮ ಬಂಗಾಳದಲ್ಲಿ ಯಾವ ಗಳಿಗೆಯಲ್ಲೂ ರಾಜಕೀಯ ಚಿತ್ರಣ ಬದಲಾಗಬಹುದು. ಮಮತಾ ಬ್ಯಾನರ್ಜಿ ನೇತೃತ್ವದ ತೃಣಮೂಲ ಕಾಂಗ್ರೆಸ್ ಸತತ ಗೆಲುವು ಕಂಡಿದ್ದರೂ, ಆಡಳಿತ ವಿರೋಧಿ ಅಲೆ ಬಲಗೊಳ್ಳುತ್ತಿದೆ. ಭ್ರಷ್ಟಾಚಾರ ಆರೋಪಗಳು, ನೇಮಕಾತಿ ಹಗರಣಗಳು ಪಕ್ಷದ ವರ್ಚಸ್ಸಿಗೆ ಧಕ್ಕೆ ತಂದಿವೆ. ಬಿಜೆಪಿ ತಳಮಟ್ಟದಲ್ಲಿ ಸಂಘಟನೆ ಬಲಪಡಿಸುತ್ತಿದೆ. ಗ್ರಾಮೀಣ ಮತದಾರರ ಒಲವು ಯಾರ ಕಡೆ ಎಂಬುದೇ ಕುತೂಹಲ.: [33, 1194, 167, 1268]
article-paragraph: ಕರಾವಳಿ ಮತ್ತು ಮಲೆನಾಡಿನ ಭಾಗಗಳಲ್ಲಿ ಉಳುಮೆಗೂ ಸಾಗಾಟಕ್ಕೂ ಹೆಸರುವಾಸಿಯಾದ ವಿಲಾರಿ ತಳಿಯ ದನಗಳು ರೈತರ ಬದುಕಿನ ಅವಿಭಾಜ್ಯ ಅಂಗವಾಗಿವೆ. ಗಟ್ಟಿಮುಟ್ಟಾದ ಮೈಕಟ್ಟು, ಚುರುಕು ನಡಿಗೆ ಇವುಗಳ ವಿಶೇಷತೆ. ಕಡಿಮೆ ಮೇವಿನಲ್ಲೂ ಹೆಚ್ಚು ದುಡಿಯುವ ಸಾಮರ್ಥ್ಯ ಈ ತಳಿಗೆ ಇದೆ. ಬೆಟ್ಟಗುಡ್ಡಗಳ ಕಡಿದಾದ ಹಾದಿಯಲ್ಲೂ ಸರಾಗವಾಗಿ ಹೆಜ್ಜೆ ಹಾಕಬಲ್ಲವು. ಸ್ಥಳೀಯ ಜಾತ್ರೆಗಳಲ್ಲಿ ಈ ದನಗಳ ಖರೀದಿಗೆ ಭಾರಿ ಬೇಡಿಕೆ ಇರುತ್ತದೆ.: [632, 650, 769, 724]
article-paragraph: ಎಡಪಕ್ಷಗಳು ಮತ್ತು ಕಾಂಗ್ರೆಸ್ ನೆಲೆ ಕಳೆದುಕೊಂಡಿರುವ ಬಂಗಾಳದಲ್ಲಿ ನೇರ ಹಣಾಹಣಿ ಟಿಎಂಸಿ-ಬಿಜೆಪಿ ನಡುವೆ ಎಂಬುದು ಸ್ಪಷ್ಟ. ಮಹಿಳಾ ಮತದಾರರ ಬೆಂಬಲ ಮಮತಾ ಅವರ ಶಕ್ತಿ. ಲಕ್ಷ್ಮಿ ಭಂಡಾರದಂತಹ ಯೋಜನೆಗಳು ಜನಪ್ರಿಯವಾಗಿವೆ. ಆದರೆ ನಿರುದ್ಯೋಗ, ವಲಸೆ ಸಮಸ್ಯೆ ಯುವಕರನ್ನು ಕಾಡುತ್ತಿದೆ. ಪದಚ್ಯುತಿ ಅಸಂಭವವೇನಲ್ಲ ಎಂಬ ವಿಶ್ಲೇಷಣೆ ರಾಜಕೀಯ ವಲಯದಲ್ಲಿ ಹರಿದಾಡುತ್ತಿದೆ.: [479, 1312, 614, 1377]
top-zone: [0, 88, 945, 606]
drop-cap: ಪ: [33, 1194, 44, 1211]
masthead-left: [26, 7, 261, 81]
article-subhead: ಡೇರಿ ವಲಯದ ರಕ್ಷಣೆ: [595, 267, 652, 277]
article-paragraph: ದೇಸಿ ತಳಿಗಳ ಸಂರಕ್ಷಣೆ ಇಂದಿನ ತುರ್ತು ಅಗತ್ಯವಾಗಿದೆ. ಯಾಂತ್ರೀಕರಣದ ಭರಾಟೆಯಲ್ಲಿ ಎತ್ತುಗಳ ಬಳಕೆ ಕಡಿಮೆಯಾಗುತ್ತಿದ್ದರೂ, ಗುಡ್ಡಗಾಡು ಪ್ರದೇಶದ ಸಣ್ಣ ಹಿಡುವಳಿದಾರರಿಗೆ ಇವೇ ಆಧಾರ. ವಿಲಾರಿ ದನಗಳ ಹಾಲು ಔಷಧೀಯ ಗುಣ ಹೊಂದಿದೆ ಎಂಬುದು ಸ್ಥಳೀಯರ ನಂಬಿಕೆ. ತಳಿ ಅಭಿವೃದ್ಧಿ ಕೇಂದ್ರಗಳನ್ನು ಸ್ಥಾಪಿಸಿ ಈ ಅಪರೂಪದ ಸಂಪತ್ತನ್ನು ಉಳಿಸಿ ಬೆಳೆಸಬೇಕಿದೆ. ಸರ್ಕಾರದ ಪ್ರೋತ್ಸಾಹಧನ ಯೋಜನೆಗಳು ರೈತರಿಗೆ ತಲುಪಬೇಕಿದೆ.: [632, 741, 769, 816]
article-subhead: ರಫ್ತು ಮತ್ತು ಉದ್ಯೋಗಗಳಿಗೆ ಬಲವಾದ ಆಶ್ರಯ: [257, 278, 377, 288]
crop-article-lead: ಮಣ್ಣಿನ ಮಕ್ಕಳ ಆಯ್ಕೆಯ ಸ್ವಾತಂತ್ರ್ಯವನ್ನು ಕಸಿಯುವ ಹಕ್ಕು ಯಾರಿಗೂ ಇಲ್ಲ: [26, 637, 208, 646]
article-paragraph: ಭಾರತ ಮತ್ತು ನ್ಯೂಜಿಲೆಂಡ್ ನಡುವಣ ಮುಕ್ತ ವ್ಯಾಪಾರ ಒಪ್ಪಂದವು ಉಭಯ ದೇಶಗಳ ಆರ್ಥಿಕ ಸಂಬಂಧಗಳಲ್ಲಿ ಹೊಸ ಅಧ್ಯಾಯವನ್ನು ತೆರೆದಿದೆ. ಕೃಷಿ, ಕೈಗಾರಿಕೆ ಹಾಗೂ ಸೇವಾ ವಲಯ ಸೇರಿದಂತೆ ಹಲವು ಕ್ಷೇತ್ರಗಳಲ್ಲಿ ಪರಸ್ಪರ ಸಹಕಾರ ವೃದ್ಧಿಸಲಿದೆ. ರೈತರ ಉತ್ಪನ್ನಗಳಿಗೆ ಜಾಗತಿಕ ಮಾರುಕಟ್ಟೆ ಲಭ್ಯವಾಗಲಿದ್ದು, ಯುವಜನತೆಗೆ ಉದ್ಯೋಗಾವಕಾಶಗಳು ಹೆಚ್ಚಲಿವೆ. ಸಣ್ಣ ಮತ್ತು ಮಧ್ಯಮ ಉದ್ಯಮಗಳು ರಫ್ತು ಕ್ಷೇತ್ರದಲ್ಲಿ ಮುನ್ನಡೆ ಸಾಧಿಸಲು ಇದು ನೆರವಾಗಲಿದೆ. ದ್ವಿಪಕ್ಷೀಯ ವ್ಯಾಪಾರವು ಮುಂದಿನ ಐದು ವರ್ಷಗಳಲ್ಲಿ ದುಪ್ಪಟ್ಟಾಗುವ ನಿರೀಕ್ಷೆ ಇದೆ.: [764, 213, 919, 297]
magenta-dot: [591, 1443, 599, 1451]
editorial-paragraph: ಈ ಒಪ್ಪಂದದ ಅಡಿಯಲ್ಲಿ ಶೇ.90ಕ್ಕೂ ಹೆಚ್ಚು ಸರಕುಗಳ ಮೇಲಿನ ಸುಂಕವನ್ನು ಹಂತ ಹಂತವಾಗಿ ತೆಗೆದುಹಾಕಲಾಗುವುದು. ಜವಳಿ, ಔಷಧ, ಚರ್ಮೋತ್ಪನ್ನ, ಎಂಜಿನಿಯರಿಂಗ್ ಸರಕುಗಳ ರಫ್ತಿಗೆ ಹೊಸ ಅವಕಾಶಗಳು ದೊರೆಯಲಿವೆ. ಮಾಹಿತಿ ತಂತ್ರಜ್ಞಾನ, ಶಿಕ್ಷಣ, ಪ್ರವಾಸೋದ್ಯಮ ಕ್ಷೇತ್ರಗಳಲ್ಲಿ ವೃತ್ತಿಪರರ ಓಡಾಟ ಸುಲಭವಾಗಲಿದೆ. ಹೂಡಿಕೆದಾರರಿಗೆ ಸ್ಥಿರ ಹಾಗೂ ಪಾರದರ್ಶಕ ವಾತಾವರಣ ನಿರ್ಮಾಣವಾಗಲಿದೆ. ಗ್ರಾಹಕರಿಗೆ ಗುಣಮಟ್ಟದ ಉತ್ಪನ್ನಗಳು ಕೈಗೆಟಕುವ ದರದಲ್ಲಿ ಲಭಿಸಲಿವೆ.: [26, 410, 230, 466]
article-end-mark: ◆: [904, 1315, 911, 1326]
edition-name: ಶಿವಮೊಗ್ಗ: [894, 56, 919, 66]
article-column: [175, 1177, 324, 1430]
article-column: [26, 1177, 175, 1430]
cattle-article: [314, 615, 919, 1124]
article-paragraph: ನ್ಯೂಜಿಲೆಂಡ್‌ನಲ್ಲಿ ನೆಲೆಸಿರುವ ಭಾರತೀಯ ಸಮುದಾಯ ಉಭಯ ದೇಶಗಳ ಸೇತುವೆಯಾಗಿ ಕಾರ್ಯನಿರ್ವಹಿಸುತ್ತಿದೆ. ವಿದ್ಯಾರ್ಥಿಗಳು, ವೃತ್ತಿಪರರು ಮತ್ತು ಉದ್ಯಮಿಗಳಿಗೆ ವೀಸಾ ನಿಯಮಗಳು ಸರಳಗೊಳ್ಳಲಿವೆ. ಶಿಕ್ಷಣ ಮತ್ತು ಸಂಶೋಧನಾ ಕ್ಷೇತ್ರದಲ್ಲಿ ಜಂಟಿ ಯೋಜನೆಗಳು ಆರಂಭವಾಗಲಿವೆ. ಕ್ರೀಡೆ ಮತ್ತು ಸಾಂಸ್ಕೃತಿಕ ವಿನಿಮಯಕ್ಕೂ ಒಪ್ಪಂದ ಉತ್ತೇಜನ ನೀಡಲಿದೆ.: [426, 350, 581, 406]
cattle-article-columns: [324, 647, 919, 1124]
magenta-dot: [328, 1443, 336, 1451]
newspaper-title: ಹೊಸ ದಿಗಂತ: [60, 8, 155, 32]
crop-article-headline: ಬೆಳೆಯನ್ನು ಹೇಳಲು ನಾವ್ಯಾರು?: [26, 615, 186, 632]
article-column: [589, 137, 758, 600]
mid-zone: [0, 606, 945, 1130]
article-subhead: ಸಾರಾಂಶ: [257, 370, 280, 380]
columnist-quote-box: [33, 652, 113, 760]
cyan-dot: [315, 1443, 323, 1451]
headline-rule: [26, 1154, 272, 1155]
headline-rule: [673, 1154, 919, 1155]
article-paragraph: ಒಪ್ಪಂದದ ಅನುಷ್ಠಾನಕ್ಕೆ ಜಂಟಿ ಸಮಿತಿಯನ್ನು ರಚಿಸಲಾಗುವುದು. ಪ್ರತಿ ವರ್ಷ ಪ್ರಗತಿ ಪರಿಶೀಲನೆ ನಡೆಯಲಿದೆ. ವಿವಾದ ಪರಿಹಾರಕ್ಕೆ ಸ್ಪಷ್ಟ ಚೌಕಟ್ಟು ರೂಪಿಸಲಾಗಿದೆ. ಮೂಲ ನಿಯಮಗಳ ಪಾಲನೆಗೆ ಡಿಜಿಟಲ್ ಪ್ರಮಾಣೀಕರಣ ವ್ಯವಸ್ಥೆ ಜಾರಿಯಾಗಲಿದೆ. ಇದರಿಂದ ರಫ್ತುದಾರರಿಗೆ ಸಮಯ ಮತ್ತು ವೆಚ್ಚ ಉಳಿತಾಯವಾಗಲಿದೆ.: [764, 299, 919, 346]
lead-article-columns: [250, 137, 919, 600]
yellow-dot: [868, 1443, 876, 1451]
black-dot: [881, 1443, 889, 1451]
columnist-figure: [576, 695, 616, 717]
speaker-figure: [509, 1220, 577, 1290]
article-paragraph: ಕೃಷಿ ನೀತಿ ರೂಪಿಸುವವರು ಹೊಲದ ವಾಸ್ತವ ಅರಿಯಬೇಕು. ಬೀಜ, ಗೊಬ್ಬರ, ಕೂಲಿ ದರ ಏರುತ್ತಲೇ ಇದ್ದರೂ ಉತ್ಪನ್ನದ ಬೆಲೆ ಮಾತ್ರ ಸ್ಥಿರವಾಗಿಲ್ಲ. ಅತಿವೃಷ್ಟಿ, ಅನಾವೃಷ್ಟಿ ನಡುವೆ ರೈತ ಬಸವಳಿದಿದ್ದಾನೆ. ವೈಜ್ಞಾನಿಕ ಬೆಲೆ ನಿಗದಿ, ಬೆಳೆ ವಿಮೆ ಸರಳೀಕರಣ, ಸಕಾಲಿಕ ಸಾಲ ಸೌಲಭ್ಯ ಇವು ಇಂದಿನ ಅಗತ್ಯ. ರೈತನ ಅನುಭವ ಜ್ಞಾನಕ್ಕೆ ಬೆಲೆ ಕೊಡದ ವ್ಯವಸ್ಥೆ ಬದಲಾಗಬೇಕು.: [176, 652, 304, 717]
yellow-dot: [84, 1443, 92, 1451]
black-dot: [354, 1443, 362, 1451]
lead-article: [240, 96, 919, 600]
crop-article: [26, 615, 314, 1124]
article-paragraph: ಭಾರತ ಮತ್ತು ನ್ಯೂಜಿಲೆಂಡ್ ನಡುವಣ ಮುಕ್ತ ವ್ಯಾಪಾರ ಒಪ್ಪಂದವು ಉಭಯ ದೇಶಗಳ ಆರ್ಥಿಕ ಸಂಬಂಧಗಳಲ್ಲಿ ಹೊಸ ಅಧ್ಯಾಯವನ್ನು ತೆರೆದಿದೆ. ಕೃಷಿ, ಕೈಗಾರಿಕೆ ಹಾಗೂ ಸೇವಾ ವಲಯ ಸೇರಿದಂತೆ ಹಲವು ಕ್ಷೇತ್ರಗಳಲ್ಲಿ ಪರಸ್ಪರ ಸಹಕಾರ ವೃದ್ಧಿಸಲಿದೆ. ರೈತರ ಉತ್ಪನ್ನಗಳಿಗೆ ಜಾಗತಿಕ ಮಾರುಕಟ್ಟೆ ಲಭ್ಯವಾಗಲಿದ್ದು, ಯುವಜನತೆಗೆ ಉದ್ಯೋಗಾವಕಾಶಗಳು ಹೆಚ್ಚಲಿವೆ. ಸಣ್ಣ ಮತ್ತು ಮಧ್ಯಮ ಉದ್ಯಮಗಳು ರಫ್ತು ಕ್ಷೇತ್ರದಲ್ಲಿ ಮುನ್ನಡೆ ಸಾಧಿಸಲು ಇದು ನೆರವಾಗಲಿದೆ. ದ್ವಿಪಕ್ಷೀಯ ವ್ಯಾಪಾರವು ಮುಂದಿನ ಐದು ವರ್ಷಗಳಲ್ಲಿ ದುಪ್ಪಟ್ಟಾಗುವ ನಿರೀಕ್ಷೆ ಇದೆ.: [426, 249, 581, 333]
tv-channel-logo: [203, 228, 225, 237]
article-paragraph: ಡೇರಿ ಉತ್ಪನ್ನಗಳ ವಿಚಾರದಲ್ಲಿ ಭಾರತದ ರೈತರ ಹಿತಾಸಕ್ತಿಯನ್ನು ಸಂಪೂರ್ಣವಾಗಿ ರಕ್ಷಿಸಲಾಗಿದೆ. ಸೂಕ್ಷ್ಮ ವಲಯಗಳನ್ನು ಒಪ್ಪಂದದ ವ್ಯಾಪ್ತಿಯಿಂದ ಹೊರಗಿಡಲಾಗಿದೆ. ಕಿವಿ ಹಣ್ಣು, ಉಣ್ಣೆ, ವೈನ್ ಮುಂತಾದ ಉತ್ಪನ್ನಗಳ ಆಮದು ನಿಯಂತ್ರಿತವಾಗಿ ನಡೆಯಲಿದೆ. ಎರಡೂ ದೇಶಗಳ ನಿಯೋಗಗಳು ಸತತ ಹತ್ತು ಸುತ್ತಿನ ಮಾತುಕತೆ ನಡೆಸಿ ಈ ಒಪ್ಪಂದಕ್ಕೆ ಅಂತಿಮ ರೂಪ ನೀಡಿವೆ. ಇದು ವಿಕಸಿತ ಭಾರತ 2047ರ ಗುರಿಯತ್ತ ಮಹತ್ವದ ಹೆಜ್ಜೆಯಾಗಿದೆ.: [595, 280, 750, 346]
microphone-icon: [523, 1226, 526, 1242]
drop-cap: ಜ: [119, 652, 130, 669]
cattle-article-headline: ಉಳುಮೆಗೂ ಸಾಗಾಟಕ್ಕೂ ಹೆಸರುವಾಸಿಯಾದ ವಿಲಾರಿ ದನಗಳು: [324, 615, 727, 638]
article-column: [324, 647, 475, 1124]
masthead-dateblock: [709, 7, 919, 81]
author-byline: ಮಚ್ಚುದಾರ್: [33, 1177, 74, 1189]
article-subhead: ತಳಿಯ ವೈಶಿಷ್ಟ್ಯಗಳು: [632, 728, 682, 738]
columnist-name: ಕೆ.ಎಸ್. ಶೈಲೇಶ್ ಹೊಳ್ಳ: [489, 675, 552, 684]
mamata-figure: [389, 1197, 406, 1214]
lead-article-headline: ಭಾರತ-ನ್ಯೂಜಿಲೆಂಡ್ ಮುಕ್ತ ವ್ಯಾಪಾರ ಒಪ್ಪಂದ: [391, 96, 778, 126]
crop-article-byline: – ಸುಮನಾ ಕಿತ್ತೂರು: [256, 623, 304, 632]
mamata-figure: [360, 1217, 426, 1297]
masthead: [0, 0, 945, 88]
yellow-dot: [604, 1443, 612, 1451]
drop-cap: ರಾ: [26, 163, 41, 182]
editorial-paragraph: ರಾಈಚೀನ ದಿನಗಳಲ್ಲಿ ಅಪ್ಲಿಕೇಶನ್ (ಆಪ್) ಆಧಾರಿತ ಸೇವೆಗಳು ಜನಜೀವನದ ಅವಿಭಾಜ್ಯ ಅಂಗವಾಗಿವೆ. ಆದರೆ ಕೆಲ ವಂಚಕ ಆಪ್‌ಗಳು ಗ್ರಾಹಕರ ಹಣ ಮತ್ತು ಮಾಹಿತಿಯನ್ನು ದೋಚುತ್ತಿರುವ ಪ್ರಕರಣಗಳು ಹೆಚ್ಚುತ್ತಿವೆ. ಸಾಲ ನೀಡುವ ನೆಪದಲ್ಲಿ ಜನರನ್ನು ಸುಲಿಗೆ ಮಾಡುವ ಜಾಲಗಳು ಸಕ್ರಿಯವಾಗಿವೆ. ನಿಯಂತ್ರಣ ಸಂಸ್ಥೆಗಳು ಇಂತಹ ಆಪ್‌ಗಳ ವಿರುದ್ಧ ಕಠಿಣ ಕ್ರಮ ಕೈಗೊಳ್ಳಬೇಕಿದೆ. ಜನಸಾಮಾನ್ಯರು ಕೂಡ ಎಚ್ಚರಿಕೆಯಿಂದ ವ್ಯವಹರಿಸಬೇಕಿದೆ.: [26, 163, 230, 220]
article-column: [475, 647, 626, 1124]
column-author: ಡಾ.ಸೋಮೇಶ್ವರ ಭಾರದ್ವಾಜ: [44, 745, 102, 753]
drop-cap: ಸೋ: [257, 154, 281, 171]
article-paragraph: ಕೃಷಿ ನೀತಿ ರೂಪಿಸುವವರು ಹೊಲದ ವಾಸ್ತವ ಅರಿಯಬೇಕು. ಬೀಜ, ಗೊಬ್ಬರ, ಕೂಲಿ ದರ ಏರುತ್ತಲೇ ಇದ್ದರೂ ಉತ್ಪನ್ನದ ಬೆಲೆ ಮಾತ್ರ ಸ್ಥಿರವಾಗಿಲ್ಲ. ಅತಿವೃಷ್ಟಿ, ಅನಾವೃಷ್ಟಿ ನಡುವೆ ರೈತ ಬಸವಳಿದಿದ್ದಾನೆ. ವೈಜ್ಞಾನಿಕ ಬೆಲೆ ನಿಗದಿ, ಬೆಳೆ ವಿಮೆ ಸರಳೀಕರಣ, ಸಕಾಲಿಕ ಸಾಲ ಸೌಲಭ್ಯ ಇವು ಇಂದಿನ ಅಗತ್ಯ. ರೈತನ ಅನುಭವ ಜ್ಞಾನಕ್ಕೆ ಬೆಲೆ ಕೊಡದ ವ್ಯವಸ್ಥೆ ಬದಲಾಗಬೇಕು.: [176, 873, 304, 938]
editorial-paragraph: ಕೃಷಿ ನೀತಿ ರೂಪಿಸುವವರು ಹೊಲದ ವಾಸ್ತವ ಅರಿಯಬೇಕು. ಬೀಜ, ಗೊಬ್ಬರ, ಕೂಲಿ ದರ ಏರುತ್ತಲೇ ಇದ್ದರೂ ಉತ್ಪನ್ನದ ಬೆಲೆ ಮಾತ್ರ ಸ್ಥಿರವಾಗಿಲ್ಲ. ಅತಿವೃಷ್ಟಿ, ಅನಾವೃಷ್ಟಿ ನಡುವೆ ರೈತ ಬಸವಳಿದಿದ್ದಾನೆ. ವೈಜ್ಞಾನಿಕ ಬೆಲೆ ನಿಗದಿ, ಬೆಳೆ ವಿಮೆ ಸರಳೀಕರಣ, ಸಕಾಲಿಕ ಸಾಲ ಸೌಲಭ್ಯ ಇವು ಇಂದಿನ ಅಗತ್ಯ. ರೈತನ ಅನುಭವ ಜ್ಞಾನಕ್ಕೆ ಬೆಲೆ ಕೊಡದ ವ್ಯವಸ್ಥೆ ಬದಲಾಗಬೇಕು.: [26, 370, 230, 408]
weekday: ಮಂಗಳವಾರ: [866, 21, 919, 37]
editorial-badge: [27, 98, 229, 133]
bjp-flag-icon: [555, 1193, 563, 1203]
panelist-figure: [178, 265, 204, 287]
bottom-zone: [0, 1130, 945, 1434]
cmyk-dots: [578, 1443, 625, 1451]
column-name: ಶೋಕ ಸಾಗರ: [45, 700, 101, 716]
article-paragraph: ಪಶ್ಚಿಮ ಬಂಗಾಳದಲ್ಲಿ ಯಾವ ಗಳಿಗೆಯಲ್ಲೂ ರಾಜಕೀಯ ಚಿತ್ರಣ ಬದಲಾಗಬಹುದು. ಮಮತಾ ಬ್ಯಾನರ್ಜಿ ನೇತೃತ್ವದ ತೃಣಮೂಲ ಕಾಂಗ್ರೆಸ್ ಸತತ ಗೆಲುವು ಕಂಡಿದ್ದರೂ, ಆಡಳಿತ ವಿರೋಧಿ ಅಲೆ ಬಲಗೊಳ್ಳುತ್ತಿದೆ. ಭ್ರಷ್ಟಾಚಾರ ಆರೋಪಗಳು, ನೇಮಕಾತಿ ಹಗರಣಗಳು ಪಕ್ಷದ ವರ್ಚಸ್ಸಿಗೆ ಧಕ್ಕೆ ತಂದಿವೆ. ಬಿಜೆಪಿ ತಳಮಟ್ಟದಲ್ಲಿ ಸಂಘಟನೆ ಬಲಪಡಿಸುತ್ತಿದೆ. ಗ್ರಾಮೀಣ ಮತದಾರರ ಒಲವು ಯಾರ ಕಡೆ ಎಂಬುದೇ ಕುತೂಹಲ.: [628, 1180, 763, 1245]
mamata-bjp-photo: [328, 1177, 616, 1305]
cmyk-dots: [315, 1443, 362, 1451]
article-paragraph: ಕೃಷಿ ನೀತಿ ರೂಪಿಸುವವರು ಹೊಲದ ವಾಸ್ತವ ಅರಿಯಬೇಕು. ಬೀಜ, ಗೊಬ್ಬರ, ಕೂಲಿ ದರ ಏರುತ್ತಲೇ ಇದ್ದರೂ ಉತ್ಪನ್ನದ ಬೆಲೆ ಮಾತ್ರ ಸ್ಥಿರವಾಗಿಲ್ಲ. ಅತಿವೃಷ್ಟಿ, ಅನಾವೃಷ್ಟಿ ನಡುವೆ ರೈತ ಬಸವಳಿದಿದ್ದಾನೆ. ವೈಜ್ಞಾನಿಕ ಬೆಲೆ ನಿಗದಿ, ಬೆಳೆ ವಿಮೆ ಸರಳೀಕರಣ, ಸಕಾಲಿಕ ಸಾಲ ಸೌಲಭ್ಯ ಇವು ಇಂದಿನ ಅಗತ್ಯ. ರೈತನ ಅನುಭವ ಜ್ಞಾನಕ್ಕೆ ಬೆಲೆ ಕೊಡದ ವ್ಯವಸ್ಥೆ ಬದಲಾಗಬೇಕು.: [33, 812, 161, 877]
article-column: [758, 137, 919, 600]
article-paragraph: ನ್ಯೂಜಿಲೆಂಡ್‌ನಲ್ಲಿ ನೆಲೆಸಿರುವ ಭಾರತೀಯ ಸಮುದಾಯ ಉಭಯ ದೇಶಗಳ ಸೇತುವೆಯಾಗಿ ಕಾರ್ಯನಿರ್ವಹಿಸುತ್ತಿದೆ. ವಿದ್ಯಾರ್ಥಿಗಳು, ವೃತ್ತಿಪರರು ಮತ್ತು ಉದ್ಯಮಿಗಳಿಗೆ ವೀಸಾ ನಿಯಮಗಳು ಸರಳಗೊಳ್ಳಲಿವೆ. ಶಿಕ್ಷಣ ಮತ್ತು ಸಂಶೋಧನಾ ಕ್ಷೇತ್ರದಲ್ಲಿ ಜಂಟಿ ಯೋಜನೆಗಳು ಆರಂಭವಾಗಲಿವೆ. ಕ್ರೀಡೆ ಮತ್ತು ಸಾಂಸ್ಕೃತಿಕ ವಿನಿಮಯಕ್ಕೂ ಒಪ್ಪಂದ ಉತ್ತೇಜನ ನೀಡಲಿದೆ.: [764, 140, 919, 196]
date: 28 ಏಪ್ರಿಲ್ 2026: [844, 39, 919, 54]
article-paragraph: ಈ ಒಪ್ಪಂದದ ಅಡಿಯಲ್ಲಿ ಶೇ.90ಕ್ಕೂ ಹೆಚ್ಚು ಸರಕುಗಳ ಮೇಲಿನ ಸುಂಕವನ್ನು ಹಂತ ಹಂತವಾಗಿ ತೆಗೆದುಹಾಕಲಾಗುವುದು. ಜವಳಿ, ಔಷಧ, ಚರ್ಮೋತ್ಪನ್ನ, ಎಂಜಿನಿಯರಿಂಗ್ ಸರಕುಗಳ ರಫ್ತಿಗೆ ಹೊಸ ಅವಕಾಶಗಳು ದೊರೆಯಲಿವೆ. ಮಾಹಿತಿ ತಂತ್ರಜ್ಞಾನ, ಶಿಕ್ಷಣ, ಪ್ರವಾಸೋದ್ಯಮ ಕ್ಷೇತ್ರಗಳಲ್ಲಿ ವೃತ್ತಿಪರರ ಓಡಾಟ ಸುಲಭವಾಗಲಿದೆ. ಹೂಡಿಕೆದಾರರಿಗೆ ಸ್ಥಿರ ಹಾಗೂ ಪಾರದರ್ಶಕ ವಾತಾವರಣ ನಿರ್ಮಾಣವಾಗಲಿದೆ. ಗ್ರಾಹಕರಿಗೆ ಗುಣಮಟ್ಟದ ಉತ್ಪನ್ನಗಳು ಕೈಗೆಟಕುವ ದರದಲ್ಲಿ ಲಭಿಸಲಿವೆ.: [595, 140, 750, 214]
editorial-paragraph: ಡಿಜಿಟಲ್ ಯುಗದಲ್ಲಿ ತಂತ್ರಜ್ಞಾನದ ದುರ್ಬಳಕೆ ತಡೆಯುವುದು ಸರ್ಕಾರದ ಜವಾಬ್ದಾರಿ ಮಾತ್ರವಲ್ಲ, ಪ್ರತಿಯೊಬ್ಬ ನಾಗರಿಕನ ಹೊಣೆಯೂ ಹೌದು. ಬ್ಯಾಂಕಿಂಗ್ ವಿವರ, ಒಟಿಪಿ ಮುಂತಾದ ಗೌಪ್ಯ ಮಾಹಿತಿಯನ್ನು ಯಾರೊಂದಿಗೂ ಹಂಚಿಕೊಳ್ಳಬಾರದು. ಅನುಮಾನಾಸ್ಪದ ಕೊಂಡಿಗಳನ್ನು ಕ್ಲಿಕ್ ಮಾಡಬಾರದು. ಸೈಬರ್ ಭದ್ರತಾ ಘಟಕಗಳನ್ನು ಬಲಪಡಿಸುವ ಅಗತ್ಯವಿದೆ. ಶಾಲಾ ಹಂತದಿಂದಲೇ ಡಿಜಿಟಲ್ ಸಾಕ್ಷರತೆ ಮೂಡಿಸಬೇಕಿದೆ.: [26, 321, 230, 368]
newspaper-tagline: ಸತ್ಯ ನಿಷ್ಠ ಸಮಗ್ರ ಸುದ್ದಿ: [62, 33, 107, 40]
article-paragraph: ಕರಾವಳಿ ಮತ್ತು ಮಲೆನಾಡಿನ ಭಾಗಗಳಲ್ಲಿ ಉಳುಮೆಗೂ ಸಾಗಾಟಕ್ಕೂ ಹೆಸರುವಾಸಿಯಾದ ವಿಲಾರಿ ತಳಿಯ ದನಗಳು ರೈತರ ಬದುಕಿನ ಅವಿಭಾಜ್ಯ ಅಂಗವಾಗಿವೆ. ಗಟ್ಟಿಮುಟ್ಟಾದ ಮೈಕಟ್ಟು, ಚುರುಕು ನಡಿಗೆ ಇವುಗಳ ವಿಶೇಷತೆ. ಕಡಿಮೆ ಮೇವಿನಲ್ಲೂ ಹೆಚ್ಚು ದುಡಿಯುವ ಸಾಮರ್ಥ್ಯ ಈ ತಳಿಗೆ ಇದೆ. ಬೆಟ್ಟಗುಡ್ಡಗಳ ಕಡಿದಾದ ಹಾದಿಯಲ್ಲೂ ಸರಾಗವಾಗಿ ಹೆಜ್ಜೆ ಹಾಕಬಲ್ಲವು. ಸ್ಥಳೀಯ ಜಾತ್ರೆಗಳಲ್ಲಿ ಈ ದನಗಳ ಖರೀದಿಗೆ ಭಾರಿ ಬೇಡಿಕೆ ಇರುತ್ತದೆ.: [783, 726, 919, 801]
black-dot: [97, 1443, 105, 1451]
mamata-article-columns: [26, 1177, 919, 1430]
article-paragraph: ಕರಾವಳಿ ಮತ್ತು ಮಲೆನಾಡಿನ ಭಾಗಗಳಲ್ಲಿ ಉಳುಮೆಗೂ ಸಾಗಾಟಕ್ಕೂ ಹೆಸರುವಾಸಿಯಾದ ವಿಲಾರಿ ತಳಿಯ ದನಗಳು ರೈತರ ಬದುಕಿನ ಅವಿಭಾಜ್ಯ ಅಂಗವಾಗಿವೆ. ಗಟ್ಟಿಮುಟ್ಟಾದ ಮೈಕಟ್ಟು, ಚುರುಕು ನಡಿಗೆ ಇವುಗಳ ವಿಶೇಷತೆ. ಕಡಿಮೆ ಮೇವಿನಲ್ಲೂ ಹೆಚ್ಚು ದುಡಿಯುವ ಸಾಮರ್ಥ್ಯ ಈ ತಳಿಗೆ ಇದೆ. ಬೆಟ್ಟಗುಡ್ಡಗಳ ಕಡಿದಾದ ಹಾದಿಯಲ್ಲೂ ಸರಾಗವಾಗಿ ಹೆಜ್ಜೆ ಹಾಕಬಲ್ಲವು. ಸ್ಥಳೀಯ ಜಾತ್ರೆಗಳಲ್ಲಿ ಈ ದನಗಳ ಖರೀದಿಗೆ ಭಾರಿ ಬೇಡಿಕೆ ಇರುತ್ತದೆ.: [632, 818, 769, 893]
page-number: ೦೭: [70, 44, 104, 77]
article-paragraph: 2024ರ ಲೋಕಸಭಾ ಚುನಾವಣೆಯಲ್ಲಿ ಟಿಎಂಸಿ 29 ಸ್ಥಾನ ಗೆದ್ದು ಪ್ರಾಬಲ್ಯ ಉಳಿಸಿಕೊಂಡಿತ್ತು. ಆದರೆ ಶೇಕಡಾವಾರು ಮತಗಳ ಅಂತರ ಕುಗ್ಗುತ್ತಿದೆ. ಸಂದೇಶಖಾಲಿ ಘಟನೆ, ಶಿಕ್ಷಕರ ನೇಮಕಾತಿ ಹಗರಣ ಜನಮಾನಸದಲ್ಲಿ ಅಚ್ಚಳಿಯದೆ ಉಳಿದಿವೆ. ಯುವ ಮತದಾರರು ಬದಲಾವಣೆ ಬಯಸುತ್ತಿದ್ದಾರೆ ಎನ್ನುತ್ತವೆ ಸಮೀಕ್ಷೆಗಳು. ಮುಂಬರುವ ವಿಧಾನಸಭಾ ಚುನಾವಣೆ ರಾಷ್ಟ್ರ ರಾಜಕಾರಣದ ದಿಕ್ಕು ನಿರ್ಧರಿಸಲಿದೆ.: [33, 1270, 167, 1336]
